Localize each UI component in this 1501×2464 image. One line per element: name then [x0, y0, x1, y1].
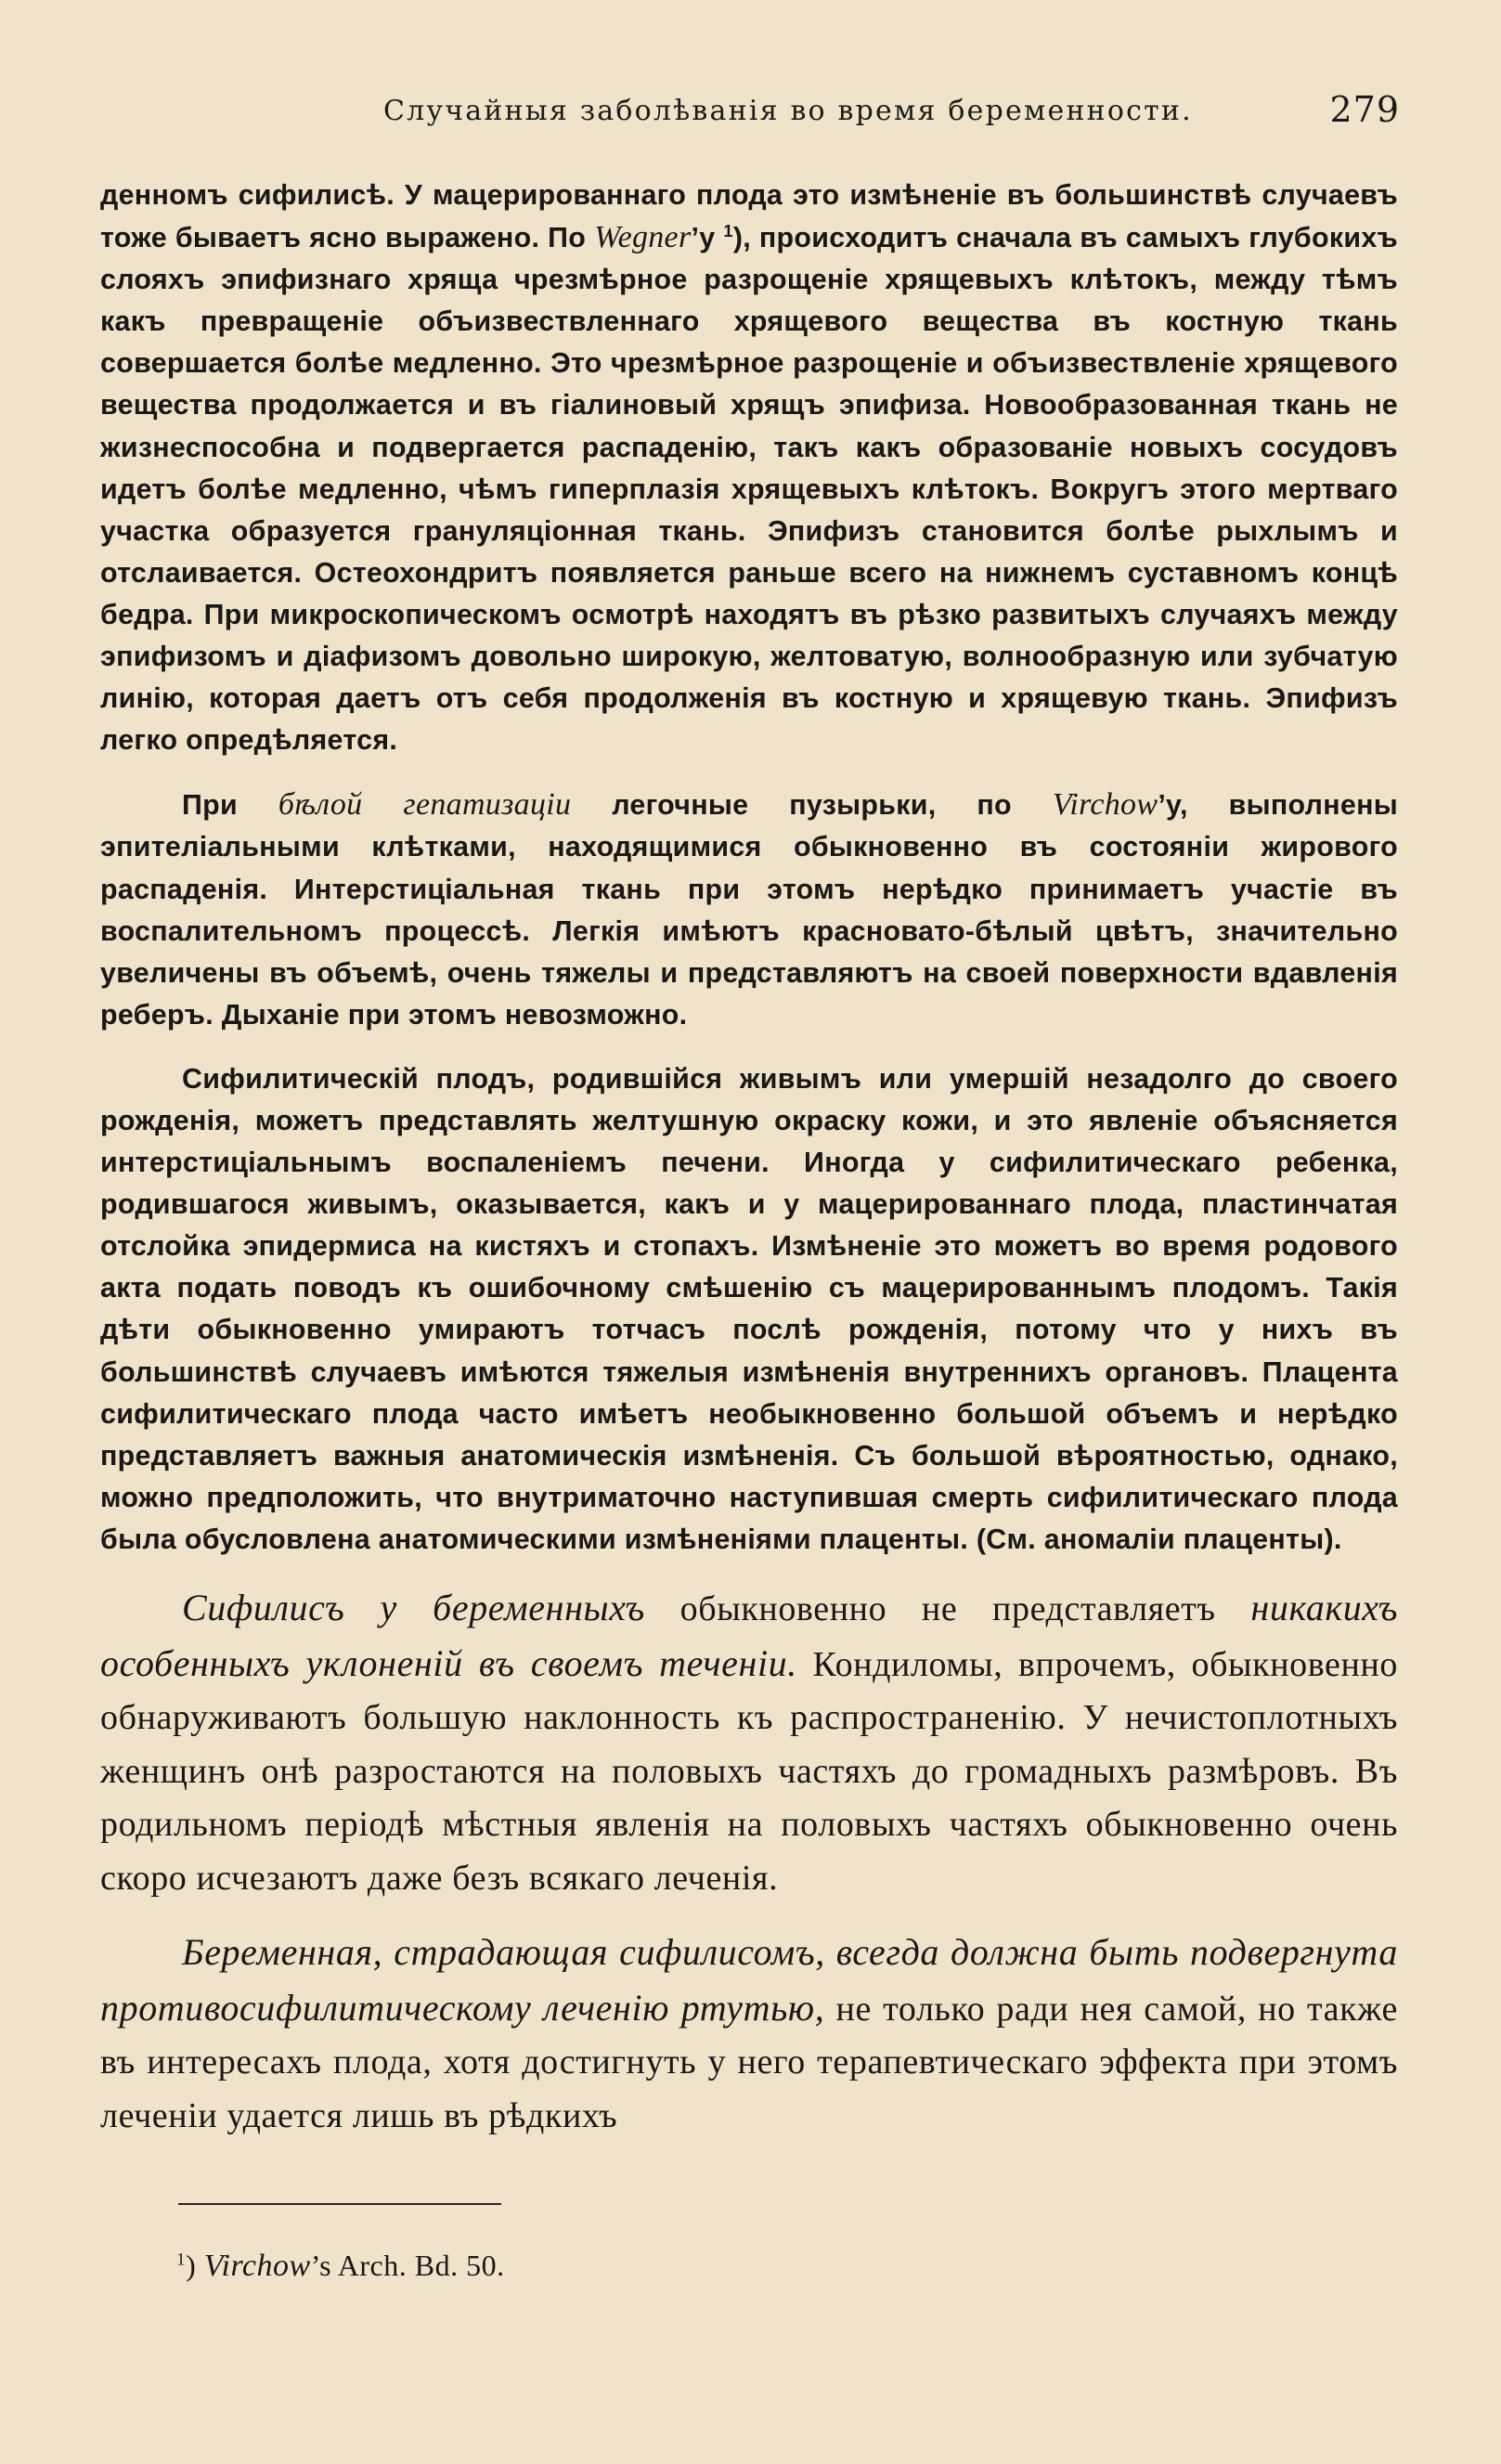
- text-run: ), происходитъ сначала въ самыхъ глубокихъ слояхъ эпифизнаго хряща чрезмѣрное разрощеніе хрящевыхъ клѣтокъ, между тѣмъ какъ превращеніе объизвествленнаго хрящевого вещества въ костную ткань совершается болѣе медленно. Это чрезмѣрное разрощеніе и объизвествленіе хрящевого вещества продолжается и въ гіалиновый хрящъ эпифиза. Новообразованная ткань не жизнеспособна и подвергается распаденію, такъ какъ образованіе новыхъ сосудовъ идетъ болѣе медленно, чѣмъ гиперплазія хрящевыхъ клѣтокъ. Вокругъ этого мертваго участка образуется грануляціонная ткань. Эпифизъ становится болѣе рыхлымъ и отслаивается. Остеохондритъ появляется раньше всего на нижнемъ суставномъ концѣ бедра. При микроскопическомъ осмотрѣ находятъ въ рѣзко развитыхъ случаяхъ между эпифизомъ и діафизомъ довольно широкую, желтоватую, волнообразную или зубчатую линію, которая даетъ отъ себя продолженія въ костную и хрящевую ткань. Эпифизъ легко опредѣляется.: [100, 222, 1398, 757]
- text-run: При: [182, 789, 278, 822]
- text-run: обыкновенно не представляетъ: [644, 1589, 1251, 1628]
- italic-run: Сифилисъ у беременныхъ: [182, 1587, 645, 1628]
- text-run: легочные пузырьки, по: [571, 789, 1053, 822]
- text-run: ’у, выполнены эпителіальными клѣтками, находящимися обыкновенно въ состояніи жирового распаденія. Интерстиціальная ткань при этомъ нерѣдко принимаетъ участіе въ воспалительномъ процессѣ. Легкія имѣютъ красновато-бѣлый цвѣтъ, значительно увеличены въ объемѣ, очень тяжелы и представляютъ на своей поверхности вдавленія реберъ. Дыханіе при этомъ невозможно.: [100, 789, 1398, 1031]
- paragraph-epiphysis: [100, 175, 1398, 761]
- footnote-citation: ’s Arch. Bd. 50.: [310, 2249, 505, 2282]
- text-run: не только ради нея самой, но также въ интересахъ плода, хотя достигнуть у него терапевтическаго эффекта при этомъ леченіи удается лишь въ рѣдкихъ: [100, 1989, 1398, 2135]
- footnote-reference: 1: [723, 221, 733, 241]
- italic-run: Беременная, страдающая сифилисомъ, всегда должна быть подвергнута противосифилитическому леченію ртутью,: [100, 1931, 1398, 2029]
- italic-run: Wegner: [594, 220, 692, 255]
- page-number: 279: [1329, 89, 1400, 130]
- italic-run: бѣлой гепатизаціи: [278, 787, 572, 823]
- running-header: [100, 91, 1400, 137]
- italic-run: никакихъ особенныхъ уклоненій въ своемъ теченіи.: [100, 1587, 1399, 1684]
- paragraph-syphilis-in-pregnancy: [100, 1581, 1398, 1905]
- paragraph-mercury-treatment: [100, 1926, 1398, 2143]
- text-run: Кондиломы, впрочемъ, обыкновенно обнаруживаютъ большую наклонность къ распространенію. У нечистоплотныхъ женщинъ онѣ разростаются на половыхъ частяхъ до громадныхъ размѣровъ. Въ родильномъ періодѣ мѣстныя явленія на половыхъ частяхъ обыкновенно очень скоро исчезаютъ даже безъ всякаго леченія.: [100, 1644, 1398, 1898]
- footnote: $^1$) Virchow’s Arch. Bd. 50.: [176, 2249, 505, 2283]
- text-run: ’у: [691, 222, 724, 254]
- text-run: денномъ сифилисѣ. У мацерированнаго плода это измѣненіе въ большинствѣ случаевъ тоже бываетъ ясно выражено. По: [100, 179, 1398, 254]
- text-run: Сифилитическій плодъ, родившійся живымъ или умершій незадолго до своего рожденія, можетъ представлять желтушную окраску кожи, и это явленіе объясняется интерстиціальнымъ воспаленіемъ печени. Иногда у сифилитическаго ребенка, родившагося живымъ, оказывается, какъ и у мацерированнаго плода, пластинчатая отслойка эпидермиса на кистяхъ и стопахъ. Измѣненіе это можетъ во время родового акта подать поводъ къ ошибочному смѣшенію съ мацерированнымъ плодомъ. Такія дѣти обыкновенно умираютъ тотчасъ послѣ рожденія, потому что у нихъ въ большинствѣ случаевъ имѣются тяжелыя измѣненія внутреннихъ органовъ. Плацента сифилитическаго плода часто имѣетъ необыкновенно большой объемъ и нерѣдко представляетъ важныя анатомическія измѣненія. Съ большой вѣроятностью, однако, можно предположить, что внутриматочно наступившая смерть сифилитическаго плода была обусловлена анатомическими измѣненіями плаценты. (См. аномаліи плаценты).: [100, 1062, 1398, 1555]
- paragraph-syphilitic-fetus: [100, 1058, 1398, 1561]
- italic-run: Virchow: [1052, 787, 1158, 823]
- body-text: [100, 175, 1398, 2143]
- header-title: Случайныя заболѣванія во время беременности.: [383, 95, 1193, 127]
- footnote-divider: [178, 2203, 501, 2205]
- footnote-author: Virchow: [203, 2249, 311, 2283]
- footnote-marker: 1: [176, 2250, 187, 2270]
- paragraph-white-hepatization: [100, 784, 1398, 1036]
